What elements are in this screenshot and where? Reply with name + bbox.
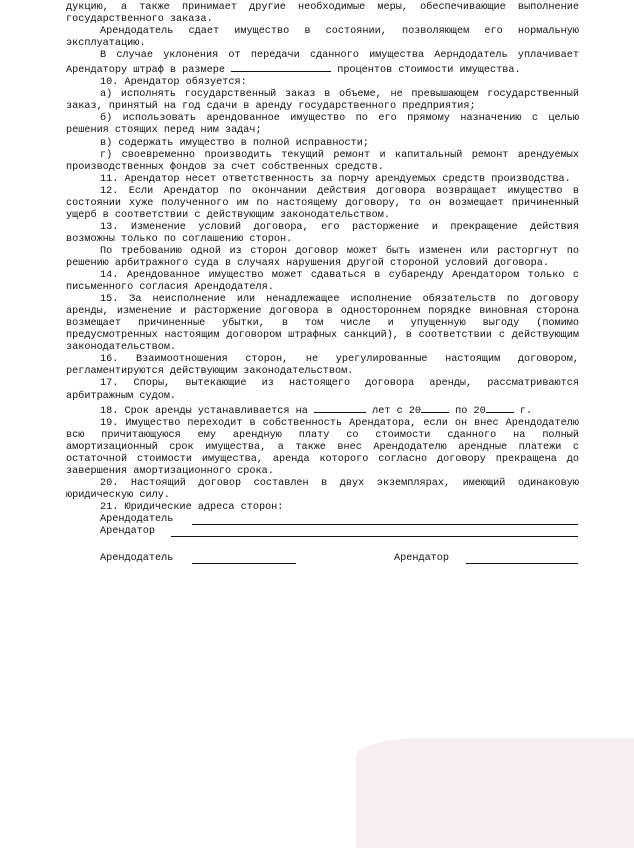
sign-lessor-line [192, 563, 296, 564]
clause-15: 15. За неисполнение или ненадлежащее исполнение обязательств по договору аренды, изменение и расторжение договора в одностороннем порядке виновная сторона возмещает причиненные убытки, в том числе и упущенную выгоду (помимо предусмотренных настоящим договором штрафных санкций), в соответствии с действующим законодательством. [66, 294, 579, 354]
clause-11: 11. Арендатор несет ответственность за порчу арендуемых средств производства. [100, 173, 571, 185]
penalty-amount-blank [231, 62, 331, 72]
paragraph-penalty [66, 50, 579, 77]
clause-16: 16. Взаимоотношения сторон, не урегулированные настоящим договором, регламентируются действующим законодательством. [66, 354, 579, 378]
signature-block [66, 553, 579, 565]
clause-10-d: г) своевременно производить текущий ремонт и капитальный ремонт арендуемых производственных фондов за счет собственных средств. [66, 149, 579, 173]
clause-10-c: в) содержать имущество в полной исправности; [100, 137, 369, 149]
address-lessor-row [66, 514, 579, 526]
clause-10-b: б) использовать арендованное имущество по его прямому назначению с целью решения стоящих перед ним задач; [66, 113, 579, 137]
clause-18-text: 18. Срок аренды устанавливается на [100, 405, 308, 417]
clause-13: 13. Изменение условий договора, его расторжение и прекращение действия возможны только по соглашению сторон. [66, 221, 579, 245]
paragraph-lessor-condition: Арендодатель сдает имущество в состоянии, позволяющем его нормальную эксплуатацию. [66, 26, 579, 50]
page-corner-shape [356, 738, 634, 848]
end-year-blank [486, 403, 514, 413]
term-years-blank [314, 403, 366, 413]
paragraph-continuation: дукцию, а также принимает другие необходимые меры, обеспечивающие выполнение государственного заказа. [66, 2, 579, 26]
penalty-text-end: процентов стоимости имущества. [337, 65, 521, 77]
clause-18 [66, 403, 579, 418]
address-lessee-line [171, 536, 578, 537]
document-body [66, 2, 579, 565]
penalty-text: В случае уклонения от передачи сданного имущества Аерндодатель уплачивает Арендатору штраф в размере [66, 50, 579, 77]
sign-lessor-label: Арендодатель [100, 552, 174, 564]
clause-13-termination: По требованию одной из сторон договор может быть изменен или расторгнут по решению арбитражного суда в случаях нарушения другой стороной условий договора. [66, 245, 579, 269]
start-year-blank [421, 403, 449, 413]
address-lessee-label: Арендатор [100, 525, 156, 537]
clause-21: 21. Юридические адреса сторон: [100, 501, 284, 513]
clause-18-to: по 20 [455, 405, 486, 417]
clause-20: 20. Настоящий договор составлен в двух экземплярах, имеющий одинаковую юридическую силу. [66, 477, 579, 501]
clause-12: 12. Если Арендатор по окончании действия договора возвращает имущество в состоянии хуже полученного им по настоящему договору, то он возмещает причиненный ущерб в соответствии с действующим законодательством. [66, 185, 579, 221]
clause-18-from: лет с 20 [372, 405, 422, 417]
clause-14: 14. Арендованное имущество может сдаваться в субаренду Арендатором только с письменного согласия Арендодателя. [66, 270, 579, 294]
address-lessee-row [66, 526, 579, 538]
clause-17: 17. Споры, вытекающие из настоящего договора аренды, рассматриваются арбитражным судом. [66, 378, 579, 402]
clause-18-year: г. [519, 405, 533, 417]
address-lessor-line [192, 524, 578, 525]
clause-10-heading: 10. Арендатор обязуется: [100, 77, 247, 89]
address-lessor-label: Арендодатель [100, 513, 174, 525]
sign-lessee-label: Арендатор [394, 552, 450, 564]
sign-lessee-line [466, 563, 578, 564]
clause-19: 19. Имущество переходит в собственность Арендатора, если он внес Арендодателю всю причитающуюся ему арендную плату со стоимости сданного на полный амортизационный срок имущества, а также внес Арендодателю арендные платежи с остаточной стоимости имущества, аренда которого согласно договору прекращена до завершения амортизационного срока. [66, 417, 579, 477]
clause-10-a: а) исполнять государственный заказ в объеме, не превышающем государственный заказ, принятый на год сдачи в аренду государственного предприятия; [66, 89, 579, 113]
